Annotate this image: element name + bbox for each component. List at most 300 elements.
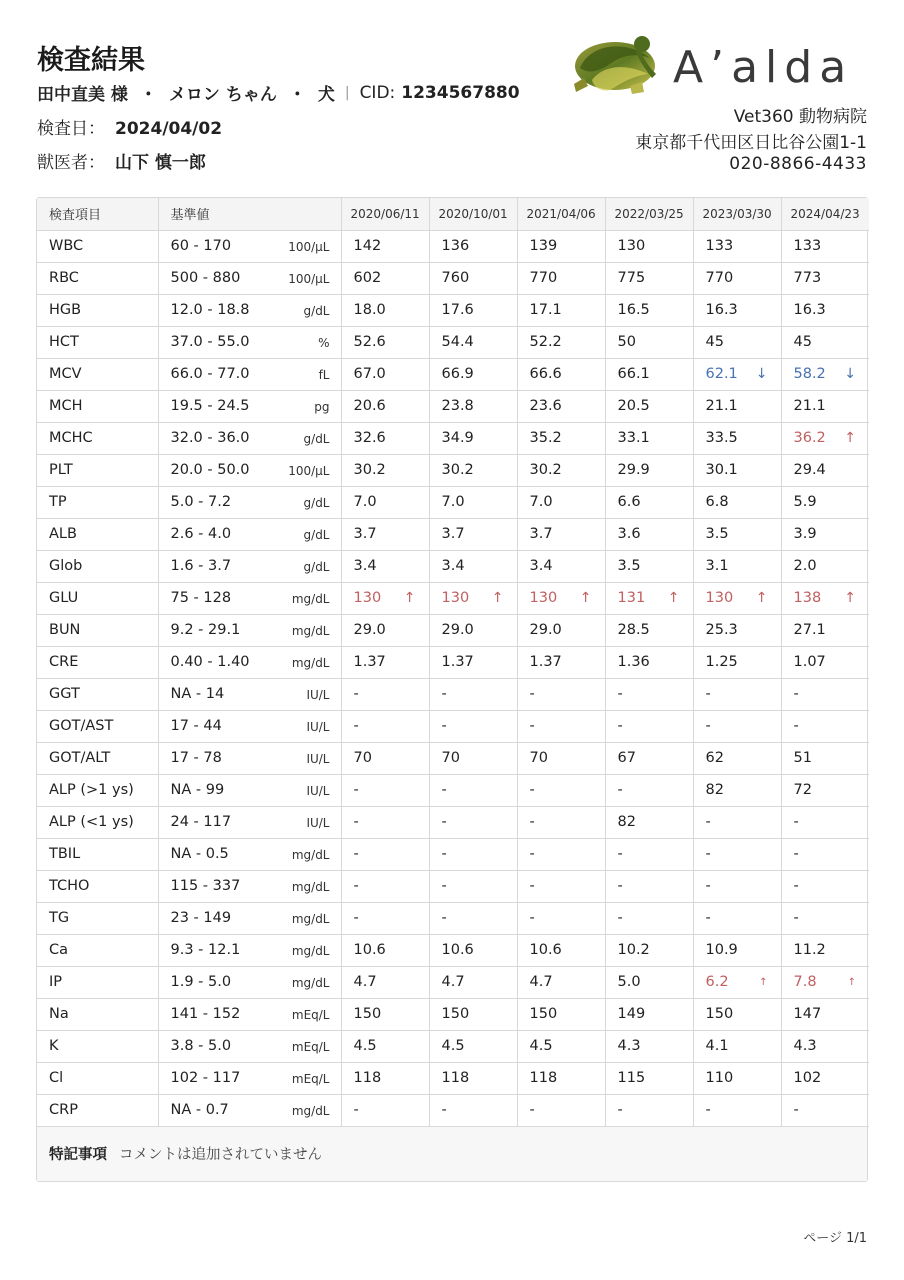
result-value: 33.5 xyxy=(705,430,738,446)
result-cell xyxy=(341,454,429,486)
reference-range: 102 - 117 xyxy=(170,1070,241,1086)
result-value: 3.9 xyxy=(793,526,817,542)
reference-range: 5.0 - 7.2 xyxy=(170,494,232,510)
test-item-name: RBC xyxy=(37,262,158,294)
reference-unit: mg/dL xyxy=(291,879,330,894)
result-value: 118 xyxy=(529,1070,558,1086)
result-cell xyxy=(605,294,693,326)
result-cell xyxy=(429,806,517,838)
result-cell xyxy=(517,230,605,262)
result-value: 5.9 xyxy=(793,494,817,510)
result-value: 67.0 xyxy=(353,366,386,382)
result-value: 29.0 xyxy=(353,622,386,638)
result-value: 1.07 xyxy=(793,654,826,670)
reference-range: 9.2 - 29.1 xyxy=(170,622,241,638)
result-cell xyxy=(429,262,517,294)
result-cell xyxy=(429,230,517,262)
reference-range: 141 - 152 xyxy=(170,1006,241,1022)
result-value: 23.6 xyxy=(529,398,562,414)
result-value: - xyxy=(793,814,799,830)
reference-range: 9.3 - 12.1 xyxy=(170,942,241,958)
reference-cell xyxy=(158,998,341,1030)
notes-label: 特記事項 xyxy=(49,1147,107,1163)
result-value: 51 xyxy=(793,750,812,766)
result-value: - xyxy=(353,910,359,926)
test-item-name: WBC xyxy=(37,230,158,262)
result-value: 10.9 xyxy=(705,942,738,958)
result-value: - xyxy=(705,846,711,862)
header-ref: 基準値 xyxy=(158,198,341,230)
reference-unit: pg xyxy=(314,399,330,414)
result-value: 82 xyxy=(705,782,724,798)
result-value: 133 xyxy=(705,238,734,254)
result-cell xyxy=(517,518,605,550)
result-value: 5.0 xyxy=(617,974,641,990)
reference-unit: 100/μL xyxy=(288,271,330,286)
pet-name: メロン ちゃん xyxy=(168,85,277,105)
result-cell xyxy=(341,486,429,518)
logo-text: A’alda xyxy=(673,42,854,93)
reference-range: 23 - 149 xyxy=(170,910,232,926)
result-value: 66.6 xyxy=(529,366,562,382)
patient-line xyxy=(37,80,520,105)
result-cell xyxy=(605,614,693,646)
result-cell xyxy=(429,678,517,710)
test-item-name: Na xyxy=(37,998,158,1030)
reference-cell xyxy=(158,1094,341,1126)
reference-unit: IU/L xyxy=(306,815,330,830)
result-value: - xyxy=(353,686,359,702)
result-cell xyxy=(693,390,781,422)
result-cell xyxy=(341,742,429,774)
result-value: - xyxy=(617,686,623,702)
result-cell xyxy=(429,966,517,998)
result-cell xyxy=(429,998,517,1030)
page-title: 検査結果 xyxy=(37,45,145,76)
result-value: 54.4 xyxy=(441,334,474,350)
reference-unit: g/dL xyxy=(303,527,330,542)
result-value: 3.7 xyxy=(529,526,553,542)
result-value: 29.0 xyxy=(529,622,562,638)
result-cell xyxy=(517,1062,605,1094)
result-cell xyxy=(341,550,429,582)
test-item-name: Ca xyxy=(37,934,158,966)
result-cell xyxy=(605,262,693,294)
result-cell xyxy=(341,806,429,838)
reference-unit: mEq/L xyxy=(291,1039,330,1054)
result-value: 3.4 xyxy=(353,558,377,574)
result-cell xyxy=(517,262,605,294)
table-row xyxy=(37,358,869,390)
test-item-name: CRP xyxy=(37,1094,158,1126)
result-cell xyxy=(429,838,517,870)
results-body xyxy=(37,230,869,1126)
result-cell xyxy=(605,646,693,678)
result-value: - xyxy=(441,1102,447,1118)
result-cell xyxy=(605,678,693,710)
table-row xyxy=(37,294,869,326)
result-value: 3.6 xyxy=(617,526,641,542)
result-value: - xyxy=(529,686,535,702)
result-cell xyxy=(429,294,517,326)
result-value: 10.6 xyxy=(441,942,474,958)
result-cell xyxy=(693,1030,781,1062)
result-cell xyxy=(429,902,517,934)
header-date: 2021/04/06 xyxy=(517,198,605,230)
result-value: 30.2 xyxy=(441,462,474,478)
result-value: - xyxy=(441,814,447,830)
reference-range: 17 - 44 xyxy=(170,718,222,734)
result-cell xyxy=(341,262,429,294)
result-cell xyxy=(341,294,429,326)
result-value: 150 xyxy=(705,1006,734,1022)
result-cell xyxy=(781,774,869,806)
result-value: - xyxy=(441,910,447,926)
result-cell xyxy=(693,518,781,550)
cid-value: 1234567880 xyxy=(401,82,520,103)
result-value: - xyxy=(353,846,359,862)
result-value: - xyxy=(617,878,623,894)
vet-label: 獣医者： xyxy=(37,153,105,173)
reference-range: NA - 0.5 xyxy=(170,846,229,862)
result-cell xyxy=(781,422,869,454)
reference-unit: IU/L xyxy=(306,687,330,702)
result-value: 7.0 xyxy=(529,494,553,510)
reference-range: 17 - 78 xyxy=(170,750,222,766)
result-value: 150 xyxy=(441,1006,470,1022)
reference-range: NA - 0.7 xyxy=(170,1102,229,1118)
test-item-name: GGT xyxy=(37,678,158,710)
table-row xyxy=(37,646,869,678)
result-cell xyxy=(605,1094,693,1126)
header-date: 2020/10/01 xyxy=(429,198,517,230)
reference-unit: 100/μL xyxy=(288,463,330,478)
result-cell xyxy=(517,550,605,582)
result-cell xyxy=(605,582,693,614)
arrow-up-icon: ↑ xyxy=(755,589,768,606)
table-row xyxy=(37,550,869,582)
result-value: 45 xyxy=(793,334,812,350)
result-value: - xyxy=(353,1102,359,1118)
result-cell xyxy=(693,870,781,902)
table-row xyxy=(37,678,869,710)
result-value: - xyxy=(705,686,711,702)
table-row xyxy=(37,262,869,294)
result-cell xyxy=(517,646,605,678)
result-cell xyxy=(429,582,517,614)
table-row xyxy=(37,742,869,774)
result-value: 4.3 xyxy=(617,1038,641,1054)
result-cell xyxy=(429,614,517,646)
result-value: 4.3 xyxy=(793,1038,817,1054)
result-cell xyxy=(341,1030,429,1062)
result-cell xyxy=(693,358,781,390)
result-cell xyxy=(429,710,517,742)
result-cell xyxy=(341,870,429,902)
result-value: 1.37 xyxy=(353,654,386,670)
test-item-name: Glob xyxy=(37,550,158,582)
test-item-name: GOT/AST xyxy=(37,710,158,742)
result-cell xyxy=(517,486,605,518)
result-value: - xyxy=(617,1102,623,1118)
result-cell xyxy=(693,838,781,870)
result-cell xyxy=(605,710,693,742)
table-row xyxy=(37,806,869,838)
reference-range: 12.0 - 18.8 xyxy=(170,302,250,318)
result-value: - xyxy=(529,1102,535,1118)
result-cell xyxy=(429,870,517,902)
result-value: 115 xyxy=(617,1070,646,1086)
result-value: - xyxy=(353,878,359,894)
result-value: 45 xyxy=(705,334,724,350)
reference-unit: IU/L xyxy=(306,751,330,766)
reference-cell xyxy=(158,518,341,550)
result-cell xyxy=(605,806,693,838)
result-value: - xyxy=(705,1102,711,1118)
reference-cell xyxy=(158,294,341,326)
result-value: - xyxy=(353,782,359,798)
result-cell xyxy=(429,486,517,518)
test-item-name: Cl xyxy=(37,1062,158,1094)
result-value: 3.1 xyxy=(705,558,729,574)
result-value: 82 xyxy=(617,814,636,830)
result-value: 34.9 xyxy=(441,430,474,446)
result-value: - xyxy=(793,910,799,926)
test-item-name: K xyxy=(37,1030,158,1062)
result-cell xyxy=(341,902,429,934)
table-row xyxy=(37,230,869,262)
result-value: 770 xyxy=(529,270,558,286)
result-cell xyxy=(781,230,869,262)
result-value: - xyxy=(705,910,711,926)
result-cell xyxy=(429,358,517,390)
result-cell xyxy=(517,422,605,454)
reference-cell xyxy=(158,870,341,902)
result-value: - xyxy=(617,846,623,862)
result-cell xyxy=(693,422,781,454)
result-cell xyxy=(693,678,781,710)
test-item-name: HGB xyxy=(37,294,158,326)
result-value: 33.1 xyxy=(617,430,650,446)
table-row xyxy=(37,966,869,998)
result-cell xyxy=(693,902,781,934)
reference-unit: % xyxy=(318,335,330,350)
result-value: 29.4 xyxy=(793,462,826,478)
result-cell xyxy=(605,326,693,358)
result-cell xyxy=(605,358,693,390)
result-cell xyxy=(693,550,781,582)
reference-cell xyxy=(158,966,341,998)
test-item-name: ALP (<1 ys) xyxy=(37,806,158,838)
result-cell xyxy=(517,614,605,646)
result-cell xyxy=(429,326,517,358)
page-number: ページ 1/1 xyxy=(803,1231,867,1246)
result-cell xyxy=(781,934,869,966)
result-value: 10.6 xyxy=(529,942,562,958)
reference-cell xyxy=(158,646,341,678)
result-cell xyxy=(605,1062,693,1094)
result-value: 6.6 xyxy=(617,494,641,510)
result-cell xyxy=(693,934,781,966)
result-value: 32.6 xyxy=(353,430,386,446)
reference-cell xyxy=(158,838,341,870)
arrow-up-icon: ↑ xyxy=(844,589,856,606)
result-value: 29.9 xyxy=(617,462,650,478)
result-cell xyxy=(341,934,429,966)
result-cell xyxy=(517,678,605,710)
exam-date-value: 2024/04/02 xyxy=(115,119,223,139)
result-value: 70 xyxy=(353,750,372,766)
result-value: 3.7 xyxy=(353,526,377,542)
result-value: 30.2 xyxy=(529,462,562,478)
result-value: 4.5 xyxy=(529,1038,553,1054)
result-value: - xyxy=(441,846,447,862)
result-cell xyxy=(429,1030,517,1062)
result-cell xyxy=(517,838,605,870)
result-value: 20.5 xyxy=(617,398,650,414)
result-value: 1.36 xyxy=(617,654,650,670)
reference-range: 1.9 - 5.0 xyxy=(170,974,232,990)
reference-cell xyxy=(158,902,341,934)
result-value: 147 xyxy=(793,1006,822,1022)
reference-cell xyxy=(158,742,341,774)
result-cell xyxy=(605,774,693,806)
arrow-up-icon: ↑ xyxy=(403,589,416,606)
test-item-name: GOT/ALT xyxy=(37,742,158,774)
result-cell xyxy=(781,710,869,742)
arrow-up-icon: ↑ xyxy=(844,429,856,446)
header-date: 2022/03/25 xyxy=(605,198,693,230)
exam-date-label: 検査日： xyxy=(37,119,105,139)
table-row xyxy=(37,326,869,358)
result-value: 110 xyxy=(705,1070,734,1086)
result-cell xyxy=(429,550,517,582)
result-value: 62.1 xyxy=(705,366,738,382)
result-cell xyxy=(517,358,605,390)
reference-range: NA - 99 xyxy=(170,782,225,798)
result-cell xyxy=(693,998,781,1030)
table-row xyxy=(37,870,869,902)
result-value: 130 xyxy=(353,590,382,606)
result-cell xyxy=(517,902,605,934)
result-value: 3.4 xyxy=(529,558,553,574)
result-cell xyxy=(341,966,429,998)
reference-cell xyxy=(158,582,341,614)
result-value: 133 xyxy=(793,238,822,254)
result-cell xyxy=(517,582,605,614)
result-cell xyxy=(341,774,429,806)
reference-unit: fL xyxy=(318,367,330,382)
reference-range: 3.8 - 5.0 xyxy=(170,1038,232,1054)
result-value: 130 xyxy=(441,590,470,606)
result-value: 20.6 xyxy=(353,398,386,414)
arrow-up-icon: ↑ xyxy=(667,589,680,606)
exam-date-line xyxy=(37,114,222,139)
reference-unit: g/dL xyxy=(303,303,330,318)
reference-unit: g/dL xyxy=(303,431,330,446)
result-value: 138 xyxy=(793,590,822,606)
result-value: - xyxy=(441,686,447,702)
result-cell xyxy=(781,454,869,486)
result-value: 35.2 xyxy=(529,430,562,446)
table-row xyxy=(37,454,869,486)
reference-cell xyxy=(158,710,341,742)
result-cell xyxy=(693,742,781,774)
result-cell xyxy=(781,902,869,934)
reference-cell xyxy=(158,550,341,582)
arrow-down-icon: ↓ xyxy=(844,365,856,382)
result-cell xyxy=(781,358,869,390)
reference-range: 500 - 880 xyxy=(170,270,241,286)
result-cell xyxy=(429,646,517,678)
reference-cell xyxy=(158,774,341,806)
result-value: 130 xyxy=(705,590,734,606)
reference-unit: g/dL xyxy=(303,559,330,574)
result-cell xyxy=(517,710,605,742)
result-cell xyxy=(693,582,781,614)
result-value: - xyxy=(705,814,711,830)
result-value: 142 xyxy=(353,238,382,254)
result-cell xyxy=(781,518,869,550)
result-value: 7.0 xyxy=(441,494,465,510)
result-value: - xyxy=(793,878,799,894)
header-date: 2023/03/30 xyxy=(693,198,781,230)
table-row xyxy=(37,1094,869,1126)
header-date: 2020/06/11 xyxy=(341,198,429,230)
result-cell xyxy=(693,1062,781,1094)
result-cell xyxy=(693,326,781,358)
result-cell xyxy=(781,870,869,902)
reference-cell xyxy=(158,390,341,422)
result-value: 23.8 xyxy=(441,398,474,414)
result-cell xyxy=(781,806,869,838)
result-value: 4.1 xyxy=(705,1038,729,1054)
result-value: 17.6 xyxy=(441,302,474,318)
result-value: 1.25 xyxy=(705,654,738,670)
reference-cell xyxy=(158,358,341,390)
result-cell xyxy=(605,390,693,422)
result-cell xyxy=(429,774,517,806)
result-cell xyxy=(341,838,429,870)
result-cell xyxy=(517,294,605,326)
reference-range: 1.6 - 3.7 xyxy=(170,558,232,574)
result-cell xyxy=(429,518,517,550)
result-value: 118 xyxy=(441,1070,470,1086)
result-value: 7.0 xyxy=(353,494,377,510)
bullet-separator: ・ xyxy=(139,85,157,105)
result-value: 66.9 xyxy=(441,366,474,382)
result-cell xyxy=(781,582,869,614)
reference-cell xyxy=(158,422,341,454)
result-value: - xyxy=(441,782,447,798)
result-cell xyxy=(781,262,869,294)
table-row xyxy=(37,518,869,550)
reference-range: 24 - 117 xyxy=(170,814,232,830)
table-row xyxy=(37,390,869,422)
result-cell xyxy=(693,1094,781,1126)
species: 犬 xyxy=(317,85,335,105)
result-value: 4.7 xyxy=(529,974,553,990)
test-item-name: HCT xyxy=(37,326,158,358)
reference-cell xyxy=(158,454,341,486)
table-row xyxy=(37,1030,869,1062)
result-value: - xyxy=(441,878,447,894)
reference-unit: IU/L xyxy=(306,783,330,798)
reference-unit: IU/L xyxy=(306,719,330,734)
test-item-name: TP xyxy=(37,486,158,518)
result-value: 16.5 xyxy=(617,302,650,318)
reference-unit: mg/dL xyxy=(291,1103,330,1118)
